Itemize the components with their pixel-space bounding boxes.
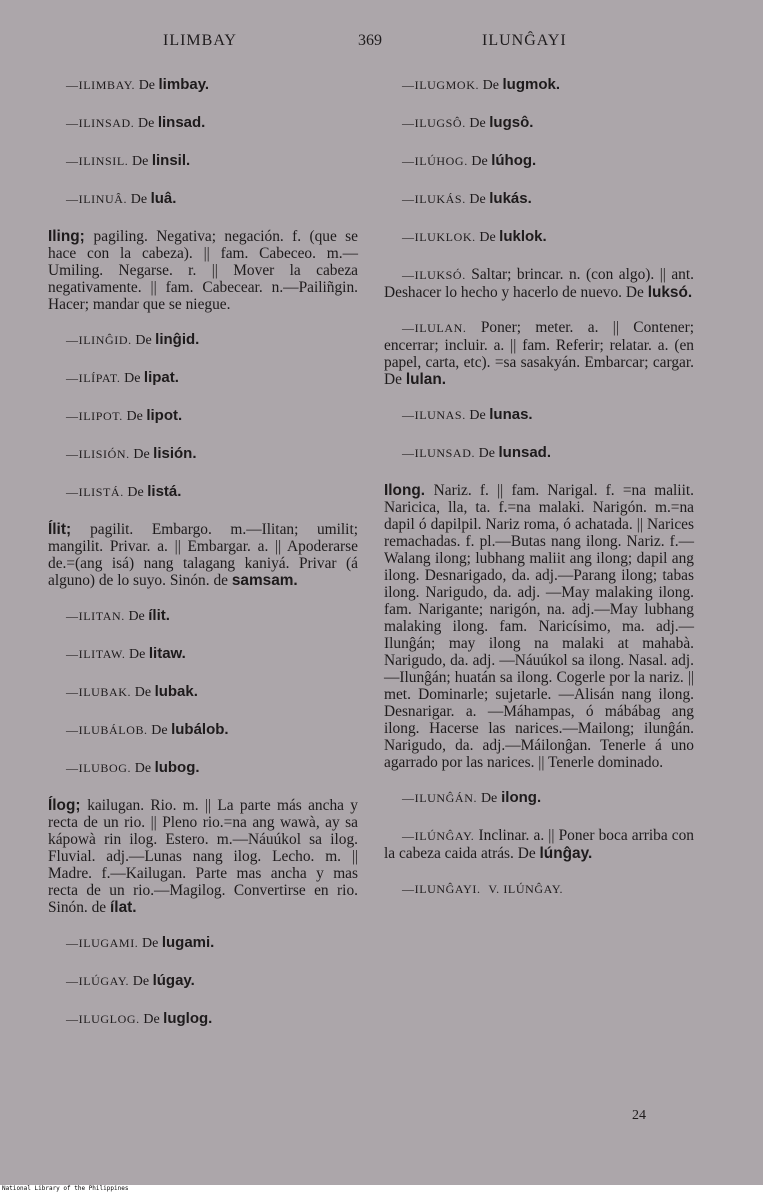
subentry (48, 190, 358, 208)
subentry-word: —ILITAN. (66, 609, 129, 623)
subentry-word: —ILUKLOK. (402, 230, 480, 244)
subentry (48, 1010, 358, 1028)
subentry-word: —ILUNAS. (402, 408, 470, 422)
running-head-left: ILIMBAY (163, 32, 237, 49)
subentry (48, 76, 358, 94)
subentry-ref: listá. (147, 483, 182, 500)
subentry-word: —ILUGSÔ. (402, 116, 470, 130)
credit-line: National Library of the Philippines (2, 1185, 129, 1192)
subentry-prefix: De (134, 761, 155, 776)
subentry-prefix: De (479, 230, 500, 245)
entry-headword: —ILULAN. (402, 321, 467, 335)
signature-mark: 24 (632, 1108, 646, 1123)
entry-definition: pagilit. Embargo. m.—Ilitan; umilit; mangilit. Privar. a. || Embargar. a. || Apoderarse de.=(ang isá) nang talagang kaniyá. Privar (á alguno) de lo suyo. Sinón. de (48, 521, 358, 589)
subentry-ilungayi (384, 880, 694, 898)
entry-headword: Iling; (48, 228, 94, 245)
subentry-prefix: De (469, 116, 490, 131)
subentry-ref: lugami. (161, 934, 215, 951)
subentry (384, 406, 694, 424)
subentry (48, 331, 358, 349)
subentry-ref: ilong. (501, 789, 542, 806)
entry-definition: Poner; meter. a. || Contener; encerrar; incluir. a. || fam. Referir; relatar. a. (en papel, carta, etc). =sa sasakyán. Embarcar; cargar. De (384, 319, 694, 388)
subentry-word: —ILISTÁ. (66, 485, 128, 499)
subentry-word: —ILIMBAY. (66, 78, 139, 92)
entry-crossref: luksó. (647, 284, 693, 301)
subentry (48, 683, 358, 701)
subentry-ref: lubog. (154, 759, 200, 776)
subentry-ref: lugmok. (502, 76, 561, 93)
subentry-prefix: De (129, 647, 149, 662)
subentry-prefix: De (132, 974, 153, 989)
subentry (48, 369, 358, 387)
subentry-prefix: De (142, 936, 162, 951)
subentry-word: —ILUGLOG. (66, 1012, 144, 1026)
entry-ilong (384, 482, 694, 771)
subentry-prefix: De (469, 192, 490, 207)
subentry-word: —ILUNĜAYI. (402, 882, 481, 896)
subentry-ref: linsil. (151, 152, 191, 169)
subentry (48, 721, 358, 739)
subentry-word: —ILUGAMI. (66, 936, 142, 950)
subentry-prefix: De (126, 409, 147, 424)
subentry-word: —ILÍPAT. (66, 371, 125, 385)
subentry (48, 152, 358, 170)
subentry-word: —ILIPOT. (66, 409, 127, 423)
subentry-word: —ILÚGAY. (66, 974, 133, 988)
subentry-ref: lipat. (143, 369, 179, 386)
left-column (48, 76, 358, 1048)
subentry-ref: lukás. (489, 190, 532, 207)
subentry-word: —ILINĜID. (66, 333, 136, 347)
subentry-ref: lunas. (489, 406, 533, 423)
subentry (384, 444, 694, 462)
subentry (384, 152, 694, 170)
subentry-ref: lúhog. (491, 152, 537, 169)
subentry (48, 407, 358, 425)
subentry (48, 972, 358, 990)
subentry-prefix: De (482, 78, 503, 93)
entry-crossref: lulan. (405, 371, 447, 388)
entry-headword: Ílog; (48, 797, 88, 814)
subentry-prefix: De (480, 791, 498, 806)
entry-headword: Ilong. (384, 482, 434, 499)
entry-ilulan (384, 319, 694, 388)
subentry-word: —ILUBÁLOB. (66, 723, 152, 737)
entry-iling (48, 228, 358, 313)
entry-definition: kailugan. Rio. m. || La parte más ancha y recta de un rio. || Pleno rio.=na ang wawà, ay sa kápowà rin ilog. Estero. m.—Náuúkol sa ilog. Fluvial. adj.—Lunas nang ilog. Lecho. m. || Madre. f.—Kailugan. Parte mas ancha y mas recta de un rio.—Magilog. Convertirse en rio. Sinón. de (48, 797, 358, 916)
entry-definition: Nariz. f. || fam. Narigal. f. =na maliit. Naricica, lla, ta. f.=na malaki. Narigón. m.=na dapil ó dapilpil. Nariz roma, ó achatada. || Narices remachadas. f. pl.—Butas nang ilong. Nariz. f.—Walang ilong; lubhang maliit ang ilong; dapil ang ilong. Desnarigado, da. adj.—Parang ilong; tabas ilong. Narigudo, da. adj. —May malaking ilong. fam. Narigante; narigón, na. adj.—May lubhang malaking ilong. fam. Naricísimo, ma. adj.—Ilunĝán; may ilong na malaki at mahabà. Narigudo, da. adj. —Náuúkol sa ilong. Nasal. adj.—Ilunĝán; huatán sa ilong. Cogerle por la nariz. || met. Dominarle; sujetarle. —Alisán nang ilong. Desnarigar. a. —Máhampas, ó mábábag ang ilong. Hacerse las narices.—Mailong; ilunĝán. Narigudo, da. adj.—Máilonĝan. Tenerle á uno agarrado por las narices. || Tenerle dominado. (384, 482, 694, 771)
subentry-word: —ILINUÂ. (66, 192, 131, 206)
running-head-right: ILUNĜAYI (482, 32, 567, 49)
subentry-prefix: De (128, 609, 149, 624)
subentry-word: —ILITAW. (66, 647, 130, 661)
subentry-word: —ILUNĜÁN. (402, 791, 478, 805)
subentry-ref: luâ. (150, 190, 177, 207)
subentry-word: —ILUNSAD. (402, 446, 479, 460)
subentry (384, 190, 694, 208)
subentry-ref: lipot. (146, 407, 183, 424)
subentry-ref: lubak. (154, 683, 198, 700)
subentry-ref: lisión. (153, 445, 197, 462)
subentry (384, 76, 694, 94)
subentry-word: —ILÚHOG. (402, 154, 472, 168)
entry-ilit (48, 521, 358, 589)
subentry-prefix: De (127, 485, 148, 500)
subentry (48, 114, 358, 132)
subentry (48, 607, 358, 625)
subentry-prefix: De (124, 371, 144, 386)
subentry-ref: lubálob. (171, 721, 229, 738)
subentry-prefix: De (133, 447, 154, 462)
right-column (384, 76, 694, 918)
subentry-prefix: De (143, 1012, 164, 1027)
subentry-prefix: De (151, 723, 172, 738)
subentry (384, 114, 694, 132)
entry-ilukso (384, 266, 694, 301)
entry-ilog (48, 797, 358, 916)
subentry-word: —ILINSAD. (66, 116, 138, 130)
entry-definition: Saltar; brincar. n. (con algo). || ant. Deshacer lo hecho y hacerlo de nuevo. De (384, 266, 694, 301)
subentry-ref: ílit. (148, 607, 170, 624)
subentry-ref: luglog. (163, 1010, 213, 1027)
subentry-see: V. ILÚNĜAY. (488, 882, 564, 896)
subentry-word: —ILUKÁS. (402, 192, 470, 206)
subentry (48, 445, 358, 463)
subentry (48, 645, 358, 663)
subentry-ilungan (384, 789, 694, 807)
subentry-word: —ILUBAK. (66, 685, 135, 699)
subentry-ref: lugsô. (489, 114, 534, 131)
entry-ilungay (384, 827, 694, 862)
subentry-prefix: De (478, 446, 499, 461)
subentry-ref: linĝid. (155, 331, 200, 348)
subentry-prefix: De (471, 154, 492, 169)
subentry (48, 759, 358, 777)
subentry-prefix: De (469, 408, 490, 423)
subentry-prefix: De (135, 333, 156, 348)
entry-headword: —ILUKSÓ. (402, 268, 466, 282)
entry-headword: —ILÚNĜAY. (402, 829, 475, 843)
subentry (384, 228, 694, 246)
subentry-prefix: De (134, 685, 155, 700)
subentry-word: —ILISIÓN. (66, 447, 134, 461)
subentry-ref: litaw. (148, 645, 186, 662)
subentry-prefix: De (132, 154, 152, 169)
subentry-word: —ILUGMOK. (402, 78, 483, 92)
entry-crossref: lúnĝay. (539, 845, 593, 862)
page-number: 369 (358, 32, 382, 49)
subentry-ref: limbay. (158, 76, 210, 93)
entry-definition: Inclinar. a. || Poner boca arriba con la cabeza caida atrás. De (384, 827, 694, 862)
subentry-word: —ILUBOG. (66, 761, 135, 775)
subentry (48, 934, 358, 952)
entry-crossref: samsam. (231, 572, 298, 589)
entry-definition: pagiling. Negativa; negación. f. (que se hace con la cabeza). || fam. Cabeceo. m.—Umiling. Negarse. r. || Mover la cabeza negativamente. || fam. Cabecear. n.—Pailiñgin. Hacer; mandar que se niegue. (48, 228, 358, 313)
entry-headword: Ílit; (48, 521, 91, 538)
subentry-ref: luklok. (499, 228, 547, 245)
subentry-ref: lúgay. (152, 972, 195, 989)
subentry-prefix: De (130, 192, 151, 207)
subentry-ref: linsad. (157, 114, 206, 131)
subentry-prefix: De (138, 78, 159, 93)
subentry-ref: lunsad. (498, 444, 552, 461)
subentry (48, 483, 358, 501)
subentry-word: —ILINSIL. (66, 154, 132, 168)
entry-crossref: ílat. (110, 899, 137, 916)
subentry-prefix: De (138, 116, 158, 131)
